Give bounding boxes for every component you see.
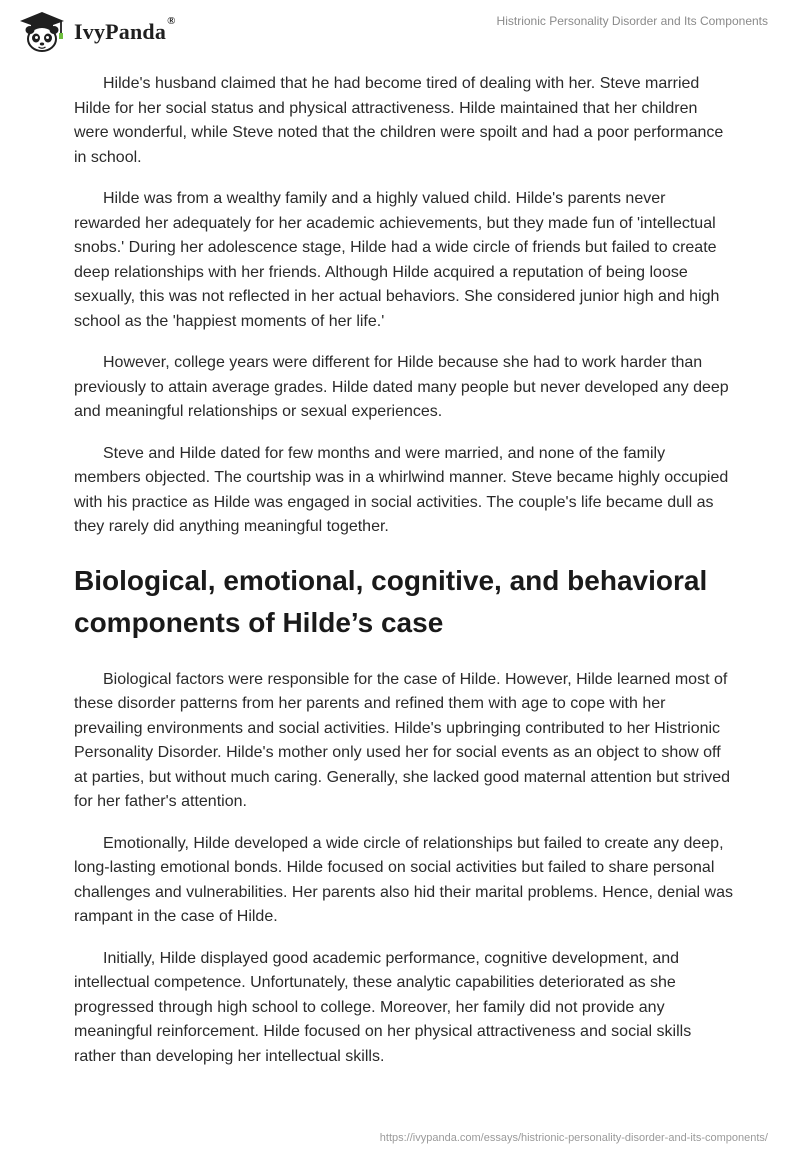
panda-graduate-icon — [14, 8, 70, 54]
paragraph: Initially, Hilde displayed good academic performance, cognitive development, and intellectual competence. Unfortunately, these analytic capabilities deteriorated as she progressed through high school to college. Moreover, her family did not provide any meaningful reinforcement. Hilde focused on her physical attractiveness and social skills rather than developing her intellectual skills. — [74, 949, 692, 1065]
essay-body — [74, 72, 734, 1086]
section-heading: Biological, emotional, cognitive, and behavioral components of Hilde’s case — [74, 564, 708, 638]
page-header — [0, 0, 800, 60]
paragraph: Hilde's husband claimed that he had become tired of dealing with her. Steve married Hilde for her social status and physical attractiveness. Hilde maintained that her children were wonderful, while Steve noted that the children were spoilt and had a poor performance in school. — [74, 75, 724, 166]
paragraph: However, college years were different for Hilde because she had to work harder than previously to attain average grades. Hilde dated many people but never developed any deep and meaningful relationships or sexual experiences. — [74, 354, 729, 420]
paragraph: Steve and Hilde dated for few months and were married, and none of the family members objected. The courtship was in a whirlwind manner. Steve became highly occupied with his practice as Hilde was engaged in social activities. The couple's life became dull as they rarely did anything meaningful together. — [74, 444, 729, 535]
brand-logo[interactable] — [14, 8, 176, 54]
brand-name: IvyPanda® — [74, 15, 176, 44]
paragraph: Biological factors were responsible for the case of Hilde. However, Hilde learned most of these disorder patterns from her parents and refined them with age to cope with her prevailing environments and social activities. Hilde's upbringing contributed to her Histrionic Personality Disorder. Hilde's mother only used her for social events as an object to show off at parties, but without much caring. Generally, she lacked good maternal attention but strived for her father's attention. — [74, 670, 731, 810]
paragraph: Emotionally, Hilde developed a wide circle of relationships but failed to create any deep, long-lasting emotional bonds. Hilde focused on social activities but failed to share personal challenges and vulnerabilities. Her parents also hid their marital problems. Hence, denial was rampant in the case of Hilde. — [74, 834, 734, 925]
source-url[interactable]: https://ivypanda.com/essays/histrionic-personality-disorder-and-its-components/ — [379, 1132, 768, 1144]
document-title: Histrionic Personality Disorder and Its Components — [496, 14, 768, 28]
registered-mark: ® — [167, 15, 176, 27]
paragraph: Hilde was from a wealthy family and a highly valued child. Hilde's parents never rewarded her adequately for her academic achievements, but they made fun of 'intellectual snobs.' During her adolescence stage, Hilde had a wide circle of friends but failed to create deep relationships with her friends. Although Hilde acquired a reputation of being loose sexually, this was not reflected in her actual behaviors. She considered junior high and high school as the 'happiest moments of her life.' — [74, 190, 720, 330]
